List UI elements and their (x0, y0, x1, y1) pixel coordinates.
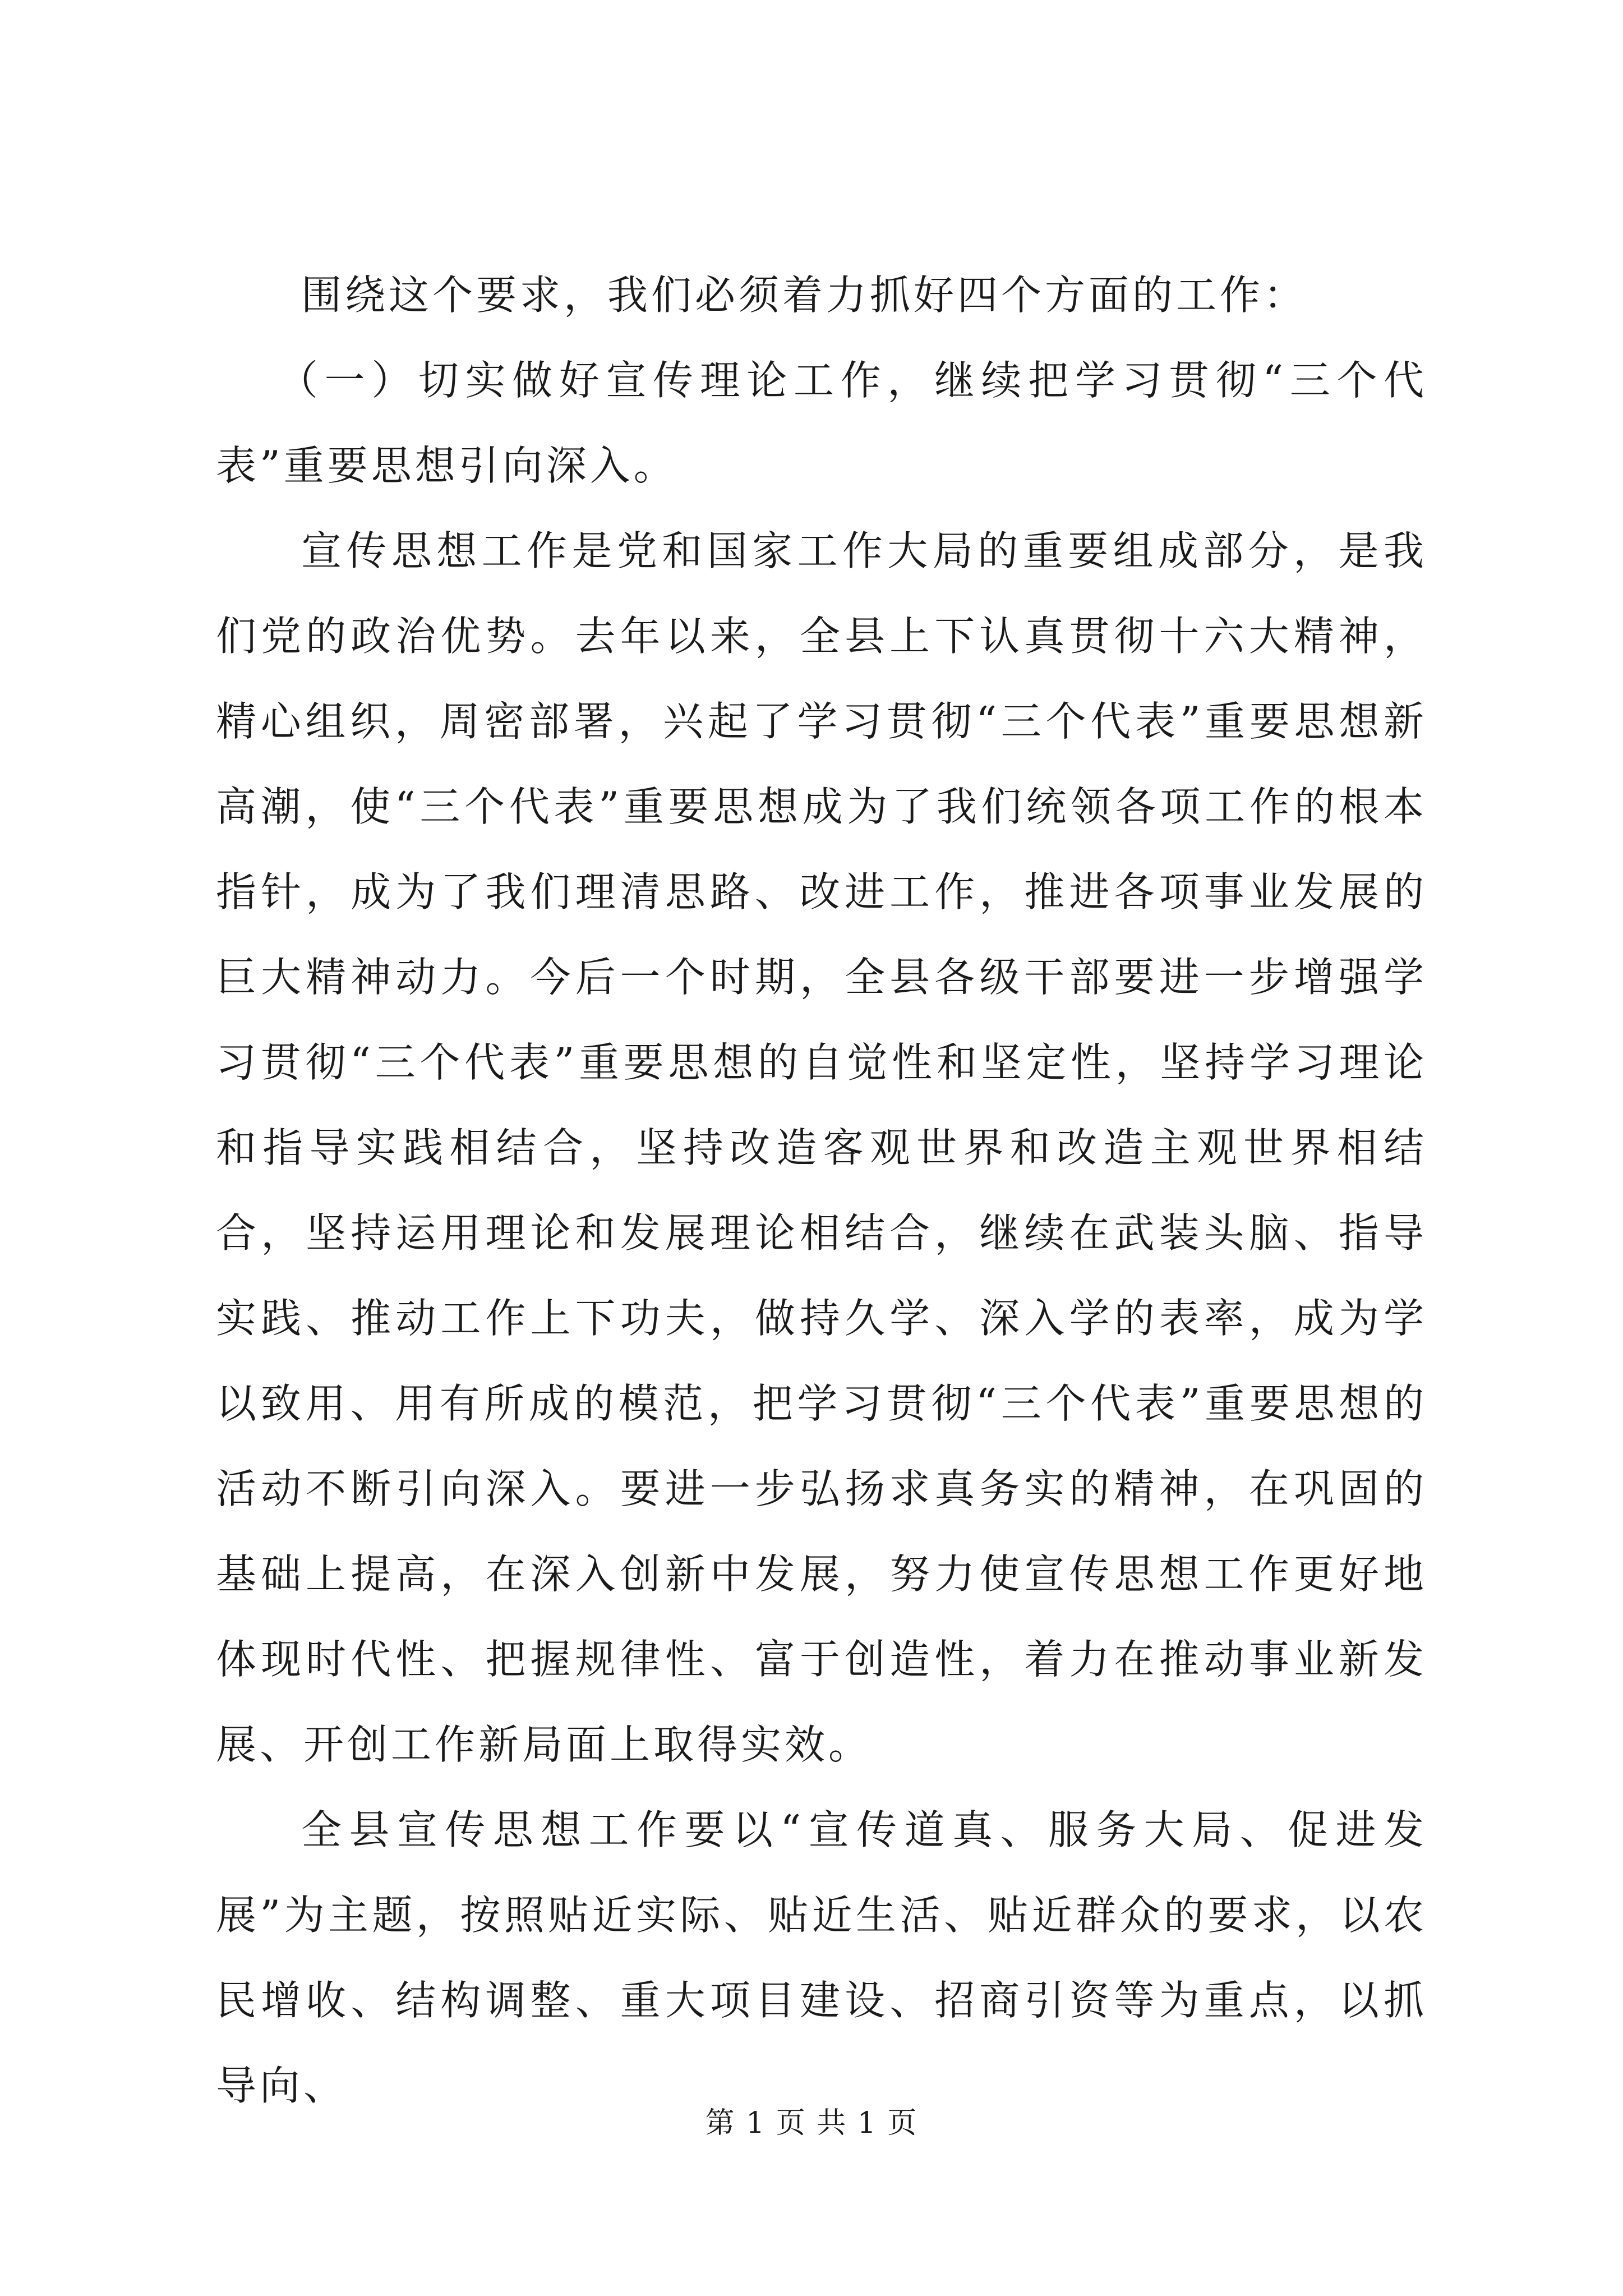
document-body (216, 252, 1427, 2128)
intro-paragraph: 围绕这个要求，我们必须着力抓好四个方面的工作： (301, 272, 1308, 319)
section-heading: （一）切实做好宣传理论工作，继续把学习贯彻“三个代表”重要思想引向深入。 (216, 357, 1427, 489)
page-footer: 第 1 页 共 1 页 (705, 2106, 918, 2140)
body-paragraph: 宣传思想工作是党和国家工作大局的重要组成部分，是我们党的政治优势。去年以来，全县上下认真贯彻十六大精神，精心组织，周密部署，兴起了学习贯彻“三个代表”重要思想新高潮，使“三个代表”重要思想成为了我们统领各项工作的根本指针，成为了我们理清思路、改进工作，推进各项事业发展的巨大精神动力。今后一个时期，全县各级干部要进一步增强学习贯彻“三个代表”重要思想的自觉性和坚定性，坚持学习理论和指导实践相结合，坚持改造客观世界和改造主观世界相结合，坚持运用理论和发展理论相结合，继续在武装头脑、指导实践、推动工作上下功夫，做持久学、深入学的表率，成为学以致用、用有所成的模范，把学习贯彻“三个代表”重要思想的活动不断引向深入。要进一步弘扬求真务实的精神，在巩固的基础上提高，在深入创新中发展，努力使宣传思想工作更好地体现时代性、把握规律性、富于创造性，着力在推动事业新发展、开创工作新局面上取得实效。 (216, 527, 1427, 1768)
body-paragraph: 全县宣传思想工作要以“宣传道真、服务大局、促进发展”为主题，按照贴近实际、贴近生活、贴近群众的要求，以农民增收、结构调整、重大项目建设、招商引资等为重点，以抓导向、 (216, 1806, 1427, 2109)
